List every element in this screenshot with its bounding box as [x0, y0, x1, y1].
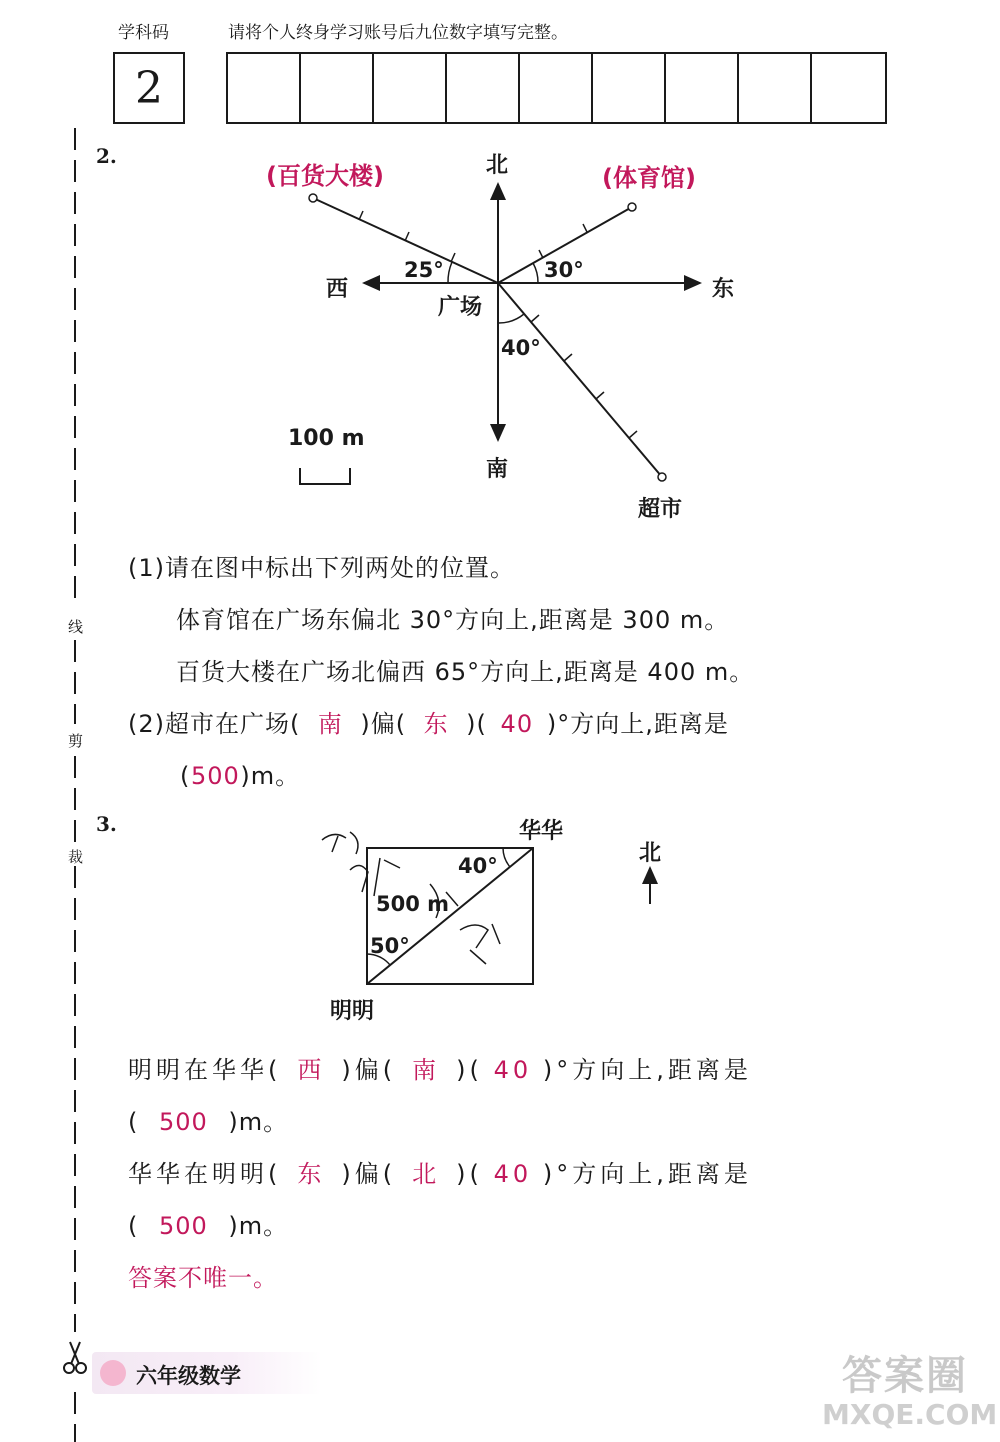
- q3-distance-label: 500 m: [376, 892, 450, 916]
- q2-scale-label: 100 m: [288, 426, 365, 451]
- answer-blank: 40: [493, 1056, 533, 1084]
- q3-mingming-label: 明明: [330, 999, 375, 1024]
- account-cell[interactable]: [520, 54, 593, 122]
- q2-south-label: 南: [486, 457, 509, 482]
- account-cell[interactable]: [228, 54, 301, 122]
- account-number-boxes: [226, 52, 887, 124]
- account-instruction: 请将个人终身学习账号后九位数字填写完整。: [228, 23, 568, 43]
- q2-part2-line1: (2)超市在广场( 南 )偏( 东 )( 40 )°方向上,距离是: [128, 704, 729, 739]
- q2-supermarket-label: 超市: [638, 497, 683, 522]
- cut-label-line: 线: [68, 618, 84, 636]
- account-cell[interactable]: [739, 54, 812, 122]
- q3-angle-bottom: 50°: [370, 934, 410, 958]
- footer-book-label: 六年级数学: [136, 1364, 241, 1388]
- q3-huahua-label: 华华: [519, 819, 564, 844]
- question-2-number: 2.: [96, 144, 117, 168]
- q2-part2-line2: (500)m。: [180, 762, 301, 790]
- q2-center-label: 广场: [438, 295, 483, 320]
- q2-west-label: 西: [326, 277, 349, 302]
- q2-part1-instruction: (1)请在图中标出下列两处的位置。: [128, 554, 515, 582]
- answer-blank: 北: [412, 1160, 441, 1188]
- answer-blank: 南: [412, 1056, 441, 1084]
- flower-icon: [100, 1360, 126, 1386]
- q2-stadium-answer: (体育馆): [602, 164, 696, 192]
- q2-part1-department-store: 百货大楼在广场北偏西 65°方向上,距离是 400 m。: [176, 658, 755, 686]
- q3-answer2-line2: ( 500 )m。: [128, 1212, 289, 1240]
- answer-blank: 40: [493, 1160, 533, 1188]
- scissors-icon: [60, 1338, 90, 1378]
- q2-angle-west: 25°: [404, 258, 444, 282]
- cut-label-trim: 裁: [68, 848, 84, 866]
- watermark-url: MXQE.COM: [822, 1398, 998, 1431]
- subject-code-label: 学科码: [118, 23, 169, 43]
- question-3-number: 3.: [96, 812, 117, 836]
- cut-label-cut: 剪: [68, 732, 84, 750]
- q2-angle-east: 30°: [544, 258, 584, 282]
- account-cell[interactable]: [301, 54, 374, 122]
- answer-blank: 40: [500, 710, 534, 738]
- account-cell[interactable]: [447, 54, 520, 122]
- answer-blank: 东: [423, 710, 449, 738]
- answer-blank: 500: [190, 762, 240, 790]
- answer-blank: 南: [317, 710, 343, 738]
- account-cell[interactable]: [593, 54, 666, 122]
- account-cell[interactable]: [374, 54, 447, 122]
- watermark-logo: 答案圈: [842, 1353, 968, 1399]
- answer-blank: 东: [297, 1160, 326, 1188]
- q3-angle-top: 40°: [458, 854, 498, 878]
- answer-blank: 西: [297, 1056, 326, 1084]
- q3-answer1-line1: 明明在华华( 西 )偏( 南 )( 40 )°方向上,距离是: [128, 1050, 752, 1085]
- q2-department-store-answer: (百货大楼): [266, 162, 384, 190]
- q2-part1-stadium: 体育馆在广场东偏北 30°方向上,距离是 300 m。: [176, 606, 730, 634]
- q3-answer2-line1: 华华在明明( 东 )偏( 北 )( 40 )°方向上,距离是: [128, 1154, 752, 1189]
- subject-code-box: 2: [113, 52, 185, 124]
- q3-note: 答案不唯一。: [128, 1264, 278, 1292]
- account-cell[interactable]: [666, 54, 739, 122]
- q2-north-label: 北: [486, 153, 509, 178]
- q3-answer1-line2: ( 500 )m。: [128, 1108, 289, 1136]
- answer-blank: 500: [158, 1212, 208, 1240]
- q2-angle-south: 40°: [501, 336, 541, 360]
- q2-east-label: 东: [712, 277, 735, 302]
- account-cell[interactable]: [812, 54, 885, 122]
- q3-north-label: 北: [639, 841, 662, 866]
- answer-blank: 500: [158, 1108, 208, 1136]
